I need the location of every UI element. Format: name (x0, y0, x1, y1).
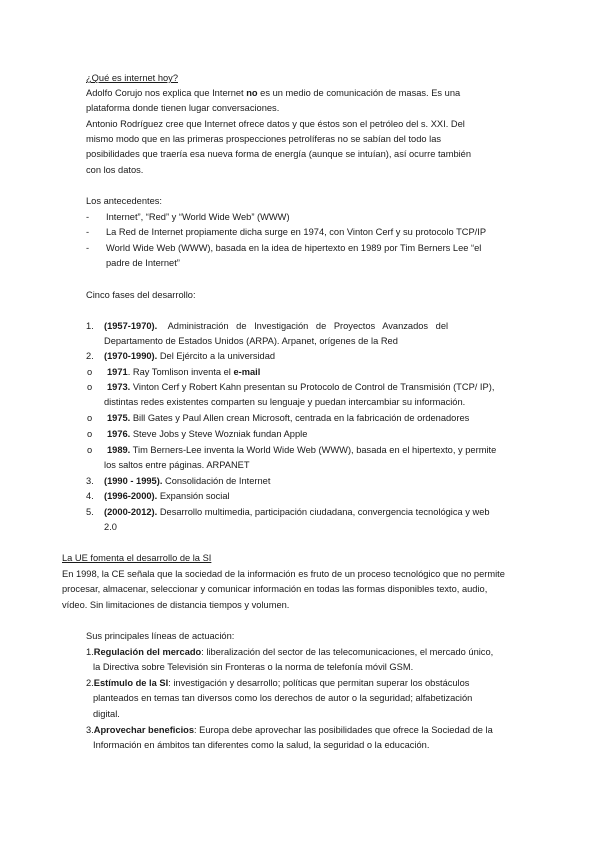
action-item: 1.Regulación del mercado: liberalización del sector de las telecomunicaciones, el mercado único, (86, 647, 494, 657)
paragraph-line: con los datos. (86, 165, 144, 175)
list-number: 5. (86, 507, 94, 517)
list-number: 4. (86, 491, 94, 501)
sub-item-continuation: los saltos entre páginas. ARPANET (104, 460, 250, 470)
sub-item: 1975. Bill Gates y Paul Allen crean Microsoft, centrada en la fabricación de ordenadores (107, 413, 470, 423)
phase-item: (1990 - 1995). Consolidación de Internet (104, 476, 271, 486)
sub-bullet: o (87, 382, 93, 392)
list-bullet: - (86, 243, 90, 253)
sub-bullet: o (87, 445, 93, 455)
list-item: World Wide Web (WWW), basada en la idea de hipertexto en 1989 por Tim Berners Lee “el (106, 243, 482, 253)
action-item-continuation: Información en ámbitos tan diferentes como la salud, la seguridad o la educación. (93, 740, 430, 750)
list-item: La Red de Internet propiamente dicha surge en 1974, con Vinton Cerf y su protocolo TCP/IP (106, 227, 487, 237)
phase-item: (1970-1990). Del Ejército a la universidad (104, 351, 276, 361)
sub-item: 1971. Ray Tomlison inventa el e-mail (107, 367, 261, 377)
paragraph-line: En 1998, la CE señala que la sociedad de la información es fruto de un proceso tecnológico que no permite (62, 569, 505, 579)
paragraph-line: vídeo. Sin limitaciones de distancia tiempos y volumen. (62, 600, 290, 610)
section-title-antecedentes: Los antecedentes: (86, 196, 162, 206)
action-item-continuation: la Directiva sobre Televisión sin Fronteras o la norma de telefonía móvil GSM. (93, 662, 414, 672)
section-title-fases: Cinco fases del desarrollo: (86, 290, 196, 300)
list-number: 2. (86, 351, 94, 361)
sub-bullet: o (87, 413, 93, 423)
list-number: 3. (86, 476, 94, 486)
sub-item-continuation: distintas redes existentes comparten su lenguaje y puedan intercambiar su información. (104, 397, 466, 407)
phase-item: (2000-2012). Desarrollo multimedia, participación ciudadana, convergencia tecnológica y web (104, 507, 490, 517)
subheading-lineas: Sus principales líneas de actuación: (86, 631, 235, 641)
paragraph-line: posibilidades que traería esa nueva forma de energía (aunque se intuían), así ocurre también (86, 149, 472, 159)
list-bullet: - (86, 212, 90, 222)
list-item: Internet”, “Red” y “World Wide Web” (WWW) (106, 212, 290, 222)
phase-item: (1996-2000). Expansión social (104, 491, 230, 501)
list-item-continuation: padre de Internet” (106, 258, 180, 268)
paragraph-line: Antonio Rodríguez cree que Internet ofrece datos y que éstos son el petróleo del s. XXI. Del (86, 119, 465, 129)
phase-item-continuation: 2.0 (104, 522, 117, 532)
paragraph-line: Adolfo Corujo nos explica que Internet no es un medio de comunicación de masas. Es una (86, 88, 461, 98)
list-number: 1. (86, 321, 94, 331)
sub-bullet: o (87, 429, 93, 439)
action-item-continuation: planteados en temas tan diversos como los derechos de autor o la seguridad; alfabetización (93, 693, 473, 703)
section-title-ue: La UE fomenta el desarrollo de la SI (62, 553, 212, 563)
sub-bullet: o (87, 367, 93, 377)
action-item: 3.Aprovechar beneficios: Europa debe aprovechar las posibilidades que ofrece la Sociedad de la (86, 725, 493, 735)
section-title-que-es-internet: ¿Qué es internet hoy? (86, 73, 178, 83)
paragraph-line: procesar, almacenar, seleccionar y comunicar información en todas las formas disponibles texto, audio, (62, 584, 488, 594)
sub-item: 1976. Steve Jobs y Steve Wozniak fundan Apple (107, 429, 308, 439)
paragraph-line: plataforma donde tienen lugar conversaciones. (86, 103, 280, 113)
phase-item: (1957-1970). Administración de Investigación de Proyectos Avanzados del (104, 321, 449, 331)
phase-item-continuation: Departamento de Estados Unidos (ARPA). Arpanet, orígenes de la Red (104, 336, 398, 346)
action-item-continuation: digital. (93, 709, 120, 719)
sub-item: 1989. Tim Berners-Lee inventa la World Wide Web (WWW), basada en el hipertexto, y permite (107, 445, 497, 455)
paragraph-line: mismo modo que en las primeras prospecciones petrolíferas no se sabían del todo las (86, 134, 442, 144)
action-item: 2.Estímulo de la SI: investigación y desarrollo; políticas que permitan superar los obstáculos (86, 678, 470, 688)
sub-item: 1973. Vinton Cerf y Robert Kahn presentan su Protocolo de Control de Transmisión (TCP/ IP), (107, 382, 495, 392)
list-bullet: - (86, 227, 90, 237)
